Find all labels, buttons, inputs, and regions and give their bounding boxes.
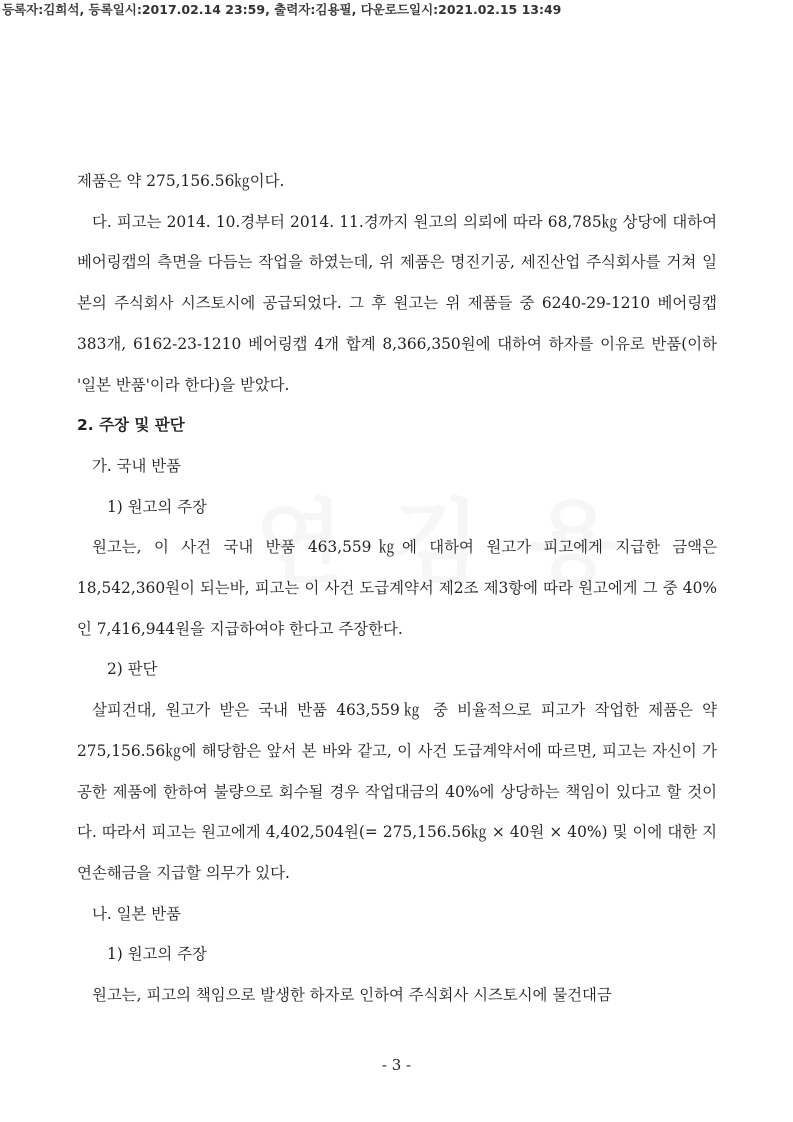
paragraph: 원고는, 피고의 책임으로 발생한 하자로 인하여 주식회사 시즈토시에 물건대금 (92, 986, 612, 1005)
item-heading: 2) 판단 (107, 660, 158, 679)
paragraph: 제품은 약 275,156.56㎏이다. (77, 172, 285, 190)
paragraph: 원고는, 이 사건 국내 반품 463,559㎏에 대하여 원고가 피고에게 지급한 금액은 18,542,360원이 되는바, 피고는 이 사건 도급계약서 제2조 제3항에 따라 원고에게 그 중 40%인 7,416,944원을 지급하여야 한다고 주장한다. (77, 538, 717, 638)
subsection-heading: 나. 일본 반품 (92, 904, 182, 923)
item-heading: 1) 원고의 주장 (107, 497, 207, 516)
subsection-heading: 가. 국내 반품 (92, 456, 182, 475)
page-number: - 3 - (381, 1056, 412, 1074)
document-body (77, 161, 717, 1016)
download-info-header: 등록자:김희석, 등록일시:2017.02.14 23:59, 출력자:김용필, 다운로드일시:2021.02.15 13:49 (2, 2, 562, 17)
paragraph: 다. 피고는 2014. 10.경부터 2014. 11.경까지 원고의 의뢰에 따라 68,785㎏ 상당에 대하여 베어링캡의 측면을 다듬는 작업을 하였는데, 위 제품은 명진기공, 세진산업 주식회사를 거쳐 일본의 주식회사 시즈토시에 공급되었다. 그 후 원고는 위 제품들 중 6240-29-1210 베어링캡 383개, 6162-23-1210 베어링캡 4개 합계 8,366,350원에 대하여 하자를 이유로 반품(이하 '일본 반품'이라 한다)을 받았다. (77, 212, 717, 394)
paragraph: 살피건대, 원고가 받은 국내 반품 463,559㎏ 중 비율적으로 피고가 작업한 제품은 약 275,156.56㎏에 해당함은 앞서 본 바와 같고, 이 사건 도급계약서에 따르면, 피고는 자신이 가공한 제품에 한하여 불량으로 회수될 경우 작업대금의 40%에 상당하는 책임이 있다고 할 것이다. 따라서 피고는 원고에게 4,402,504원(= 275,156.56㎏ × 40원 × 40%) 및 이에 대한 지연손해금을 지급할 의무가 있다. (77, 701, 717, 882)
section-heading: 2. 주장 및 판단 (77, 416, 185, 435)
item-heading: 1) 원고의 주장 (107, 945, 207, 964)
